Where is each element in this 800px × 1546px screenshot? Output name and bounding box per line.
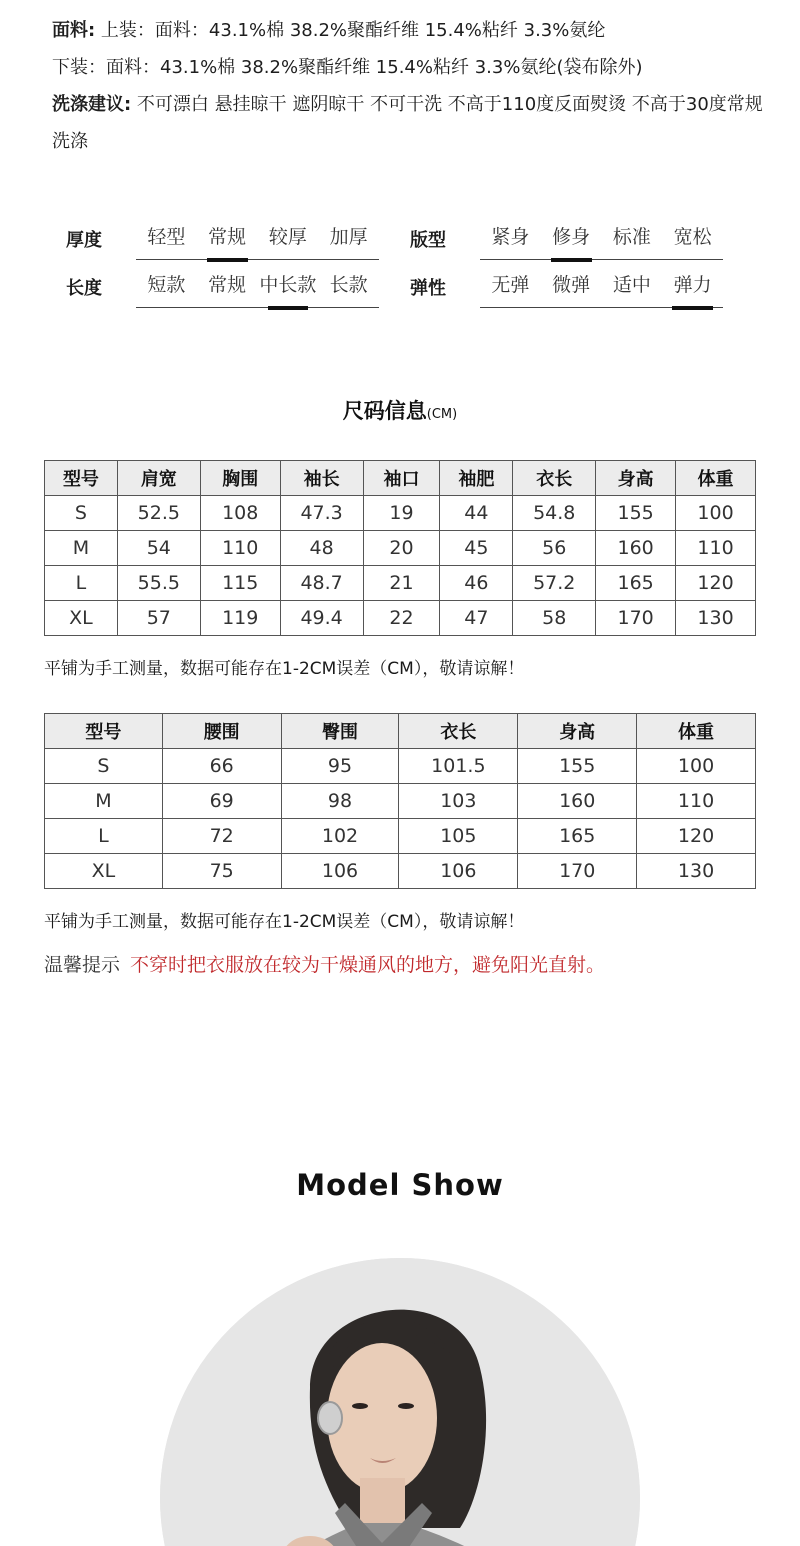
thickness-option: 较厚 <box>268 226 307 248</box>
table-cell: 170 <box>596 601 676 636</box>
attr-row-2 <box>0 268 800 308</box>
table-cell: 56 <box>513 531 596 566</box>
table-cell: 103 <box>399 784 518 819</box>
length-option: 常规 <box>208 274 247 296</box>
elasticity-option: 微弹 <box>552 274 591 296</box>
table-cell: 155 <box>518 749 637 784</box>
table-cell: 95 <box>281 749 399 784</box>
fit-option-selected: 修身 <box>541 220 602 259</box>
table-cell: 54.8 <box>513 496 596 531</box>
thickness-option: 轻型 <box>147 226 186 248</box>
table-row <box>45 531 756 566</box>
table-cell: 44 <box>440 496 513 531</box>
table-header: 袖肥 <box>440 461 513 496</box>
size-info-title-text: 尺码信息 <box>342 399 427 423</box>
table-header: 袖口 <box>363 461 440 496</box>
fit-option: 紧身 <box>491 226 530 248</box>
length-option: 长款 <box>329 274 368 296</box>
table-cell: 120 <box>637 819 756 854</box>
table-header: 肩宽 <box>117 461 200 496</box>
table-cell: 165 <box>596 566 676 601</box>
table-header-row <box>45 461 756 496</box>
table-cell: 47.3 <box>280 496 363 531</box>
table-header: 型号 <box>45 714 163 749</box>
table-cell: 110 <box>637 784 756 819</box>
table-header: 体重 <box>637 714 756 749</box>
table-cell: XL <box>45 601 118 636</box>
table-cell: 110 <box>676 531 756 566</box>
table-cell: 21 <box>363 566 440 601</box>
top-material-text: 上装：面料：43.1%棉 38.2%聚酯纤维 15.4%粘纤 3.3%氨纶 <box>95 20 606 41</box>
table-cell: 105 <box>399 819 518 854</box>
model-photo <box>160 1258 640 1546</box>
table-cell: 115 <box>200 566 280 601</box>
table-header: 腰围 <box>162 714 281 749</box>
table-cell: 46 <box>440 566 513 601</box>
elasticity-option-selected: 弹力 <box>662 268 723 307</box>
table-cell: 22 <box>363 601 440 636</box>
table-cell: 58 <box>513 601 596 636</box>
top-size-table <box>44 460 756 636</box>
table-cell: 55.5 <box>117 566 200 601</box>
table-cell: 47 <box>440 601 513 636</box>
table-cell: 57.2 <box>513 566 596 601</box>
top-material-line <box>52 12 605 49</box>
care-tip-text: 不穿时把衣服放在较为干燥通风的地方，避免阳光直射。 <box>130 954 606 976</box>
table-cell: 165 <box>518 819 637 854</box>
care-tip-label: 温馨提示 <box>44 954 121 976</box>
table-header: 臀围 <box>281 714 399 749</box>
table-cell: 100 <box>676 496 756 531</box>
table-cell: M <box>45 531 118 566</box>
table-cell: 19 <box>363 496 440 531</box>
table-cell: 130 <box>676 601 756 636</box>
elasticity-option: 适中 <box>612 274 651 296</box>
model-illustration <box>160 1258 640 1546</box>
table-cell: 98 <box>281 784 399 819</box>
material-label: 面料: <box>52 20 96 41</box>
thickness-option-selected: 常规 <box>197 220 258 259</box>
table-cell: 110 <box>200 531 280 566</box>
table-cell: L <box>45 566 118 601</box>
table-row <box>45 784 756 819</box>
table-cell: 69 <box>162 784 281 819</box>
table-cell: 106 <box>281 854 399 889</box>
table-cell: 120 <box>676 566 756 601</box>
table-cell: 72 <box>162 819 281 854</box>
size-info-title <box>0 395 800 425</box>
table-row <box>45 854 756 889</box>
table-header: 衣长 <box>513 461 596 496</box>
table-header: 身高 <box>596 461 676 496</box>
table-cell: 101.5 <box>399 749 518 784</box>
size-info-unit: (CM) <box>426 407 458 422</box>
table-row <box>45 819 756 854</box>
table-header: 体重 <box>676 461 756 496</box>
table-cell: 45 <box>440 531 513 566</box>
table-header: 胸围 <box>200 461 280 496</box>
table-cell: 66 <box>162 749 281 784</box>
table-cell: 75 <box>162 854 281 889</box>
table-cell: 160 <box>518 784 637 819</box>
table-row <box>45 566 756 601</box>
table-row <box>45 601 756 636</box>
care-tip <box>44 950 605 977</box>
table-header: 型号 <box>45 461 118 496</box>
table-cell: S <box>45 496 118 531</box>
table-cell: 49.4 <box>280 601 363 636</box>
bottom-size-table <box>44 713 756 889</box>
fit-option: 宽松 <box>673 226 712 248</box>
length-option: 短款 <box>147 274 186 296</box>
wash-label: 洗涤建议: <box>52 94 132 115</box>
elasticity-options <box>480 268 723 308</box>
table-cell: S <box>45 749 163 784</box>
length-label: 长度 <box>66 278 102 299</box>
table-cell: 57 <box>117 601 200 636</box>
fit-label: 版型 <box>410 230 446 251</box>
table-header: 袖长 <box>280 461 363 496</box>
thickness-options <box>136 220 379 260</box>
table-cell: 108 <box>200 496 280 531</box>
table-cell: 48 <box>280 531 363 566</box>
measure-note: 平铺为手工测量，数据可能存在1-2CM误差（CM），敬请谅解！ <box>44 659 525 679</box>
table-cell: 100 <box>637 749 756 784</box>
table-cell: 170 <box>518 854 637 889</box>
table-row <box>45 749 756 784</box>
table-cell: M <box>45 784 163 819</box>
fit-options <box>480 220 723 260</box>
table-row <box>45 496 756 531</box>
thickness-option: 加厚 <box>329 226 368 248</box>
length-options <box>136 268 379 308</box>
table-header: 身高 <box>518 714 637 749</box>
table-header: 衣长 <box>399 714 518 749</box>
table-cell: L <box>45 819 163 854</box>
table-header-row <box>45 714 756 749</box>
model-show-title: Model Show <box>296 1168 504 1202</box>
wash-text: 不可漂白 悬挂晾干 遮阴晾干 不可干洗 不高于110度反面熨烫 不高于30度常规洗涤 <box>52 94 763 152</box>
table-cell: 130 <box>637 854 756 889</box>
attr-row-1 <box>0 220 800 260</box>
elasticity-label: 弹性 <box>410 278 446 299</box>
table-cell: XL <box>45 854 163 889</box>
bottom-material-line: 下装：面料：43.1%棉 38.2%聚酯纤维 15.4%粘纤 3.3%氨纶(袋布除外) <box>52 57 643 78</box>
table-cell: 20 <box>363 531 440 566</box>
elasticity-option: 无弹 <box>491 274 530 296</box>
table-cell: 52.5 <box>117 496 200 531</box>
measure-note-2: 平铺为手工测量，数据可能存在1-2CM误差（CM），敬请谅解！ <box>44 912 525 932</box>
table-cell: 155 <box>596 496 676 531</box>
table-cell: 106 <box>399 854 518 889</box>
fit-option: 标准 <box>612 226 651 248</box>
length-option-selected: 中长款 <box>258 268 319 307</box>
table-cell: 119 <box>200 601 280 636</box>
table-cell: 54 <box>117 531 200 566</box>
table-cell: 48.7 <box>280 566 363 601</box>
wash-instructions <box>52 86 772 160</box>
table-cell: 160 <box>596 531 676 566</box>
thickness-label: 厚度 <box>66 230 102 251</box>
table-cell: 102 <box>281 819 399 854</box>
